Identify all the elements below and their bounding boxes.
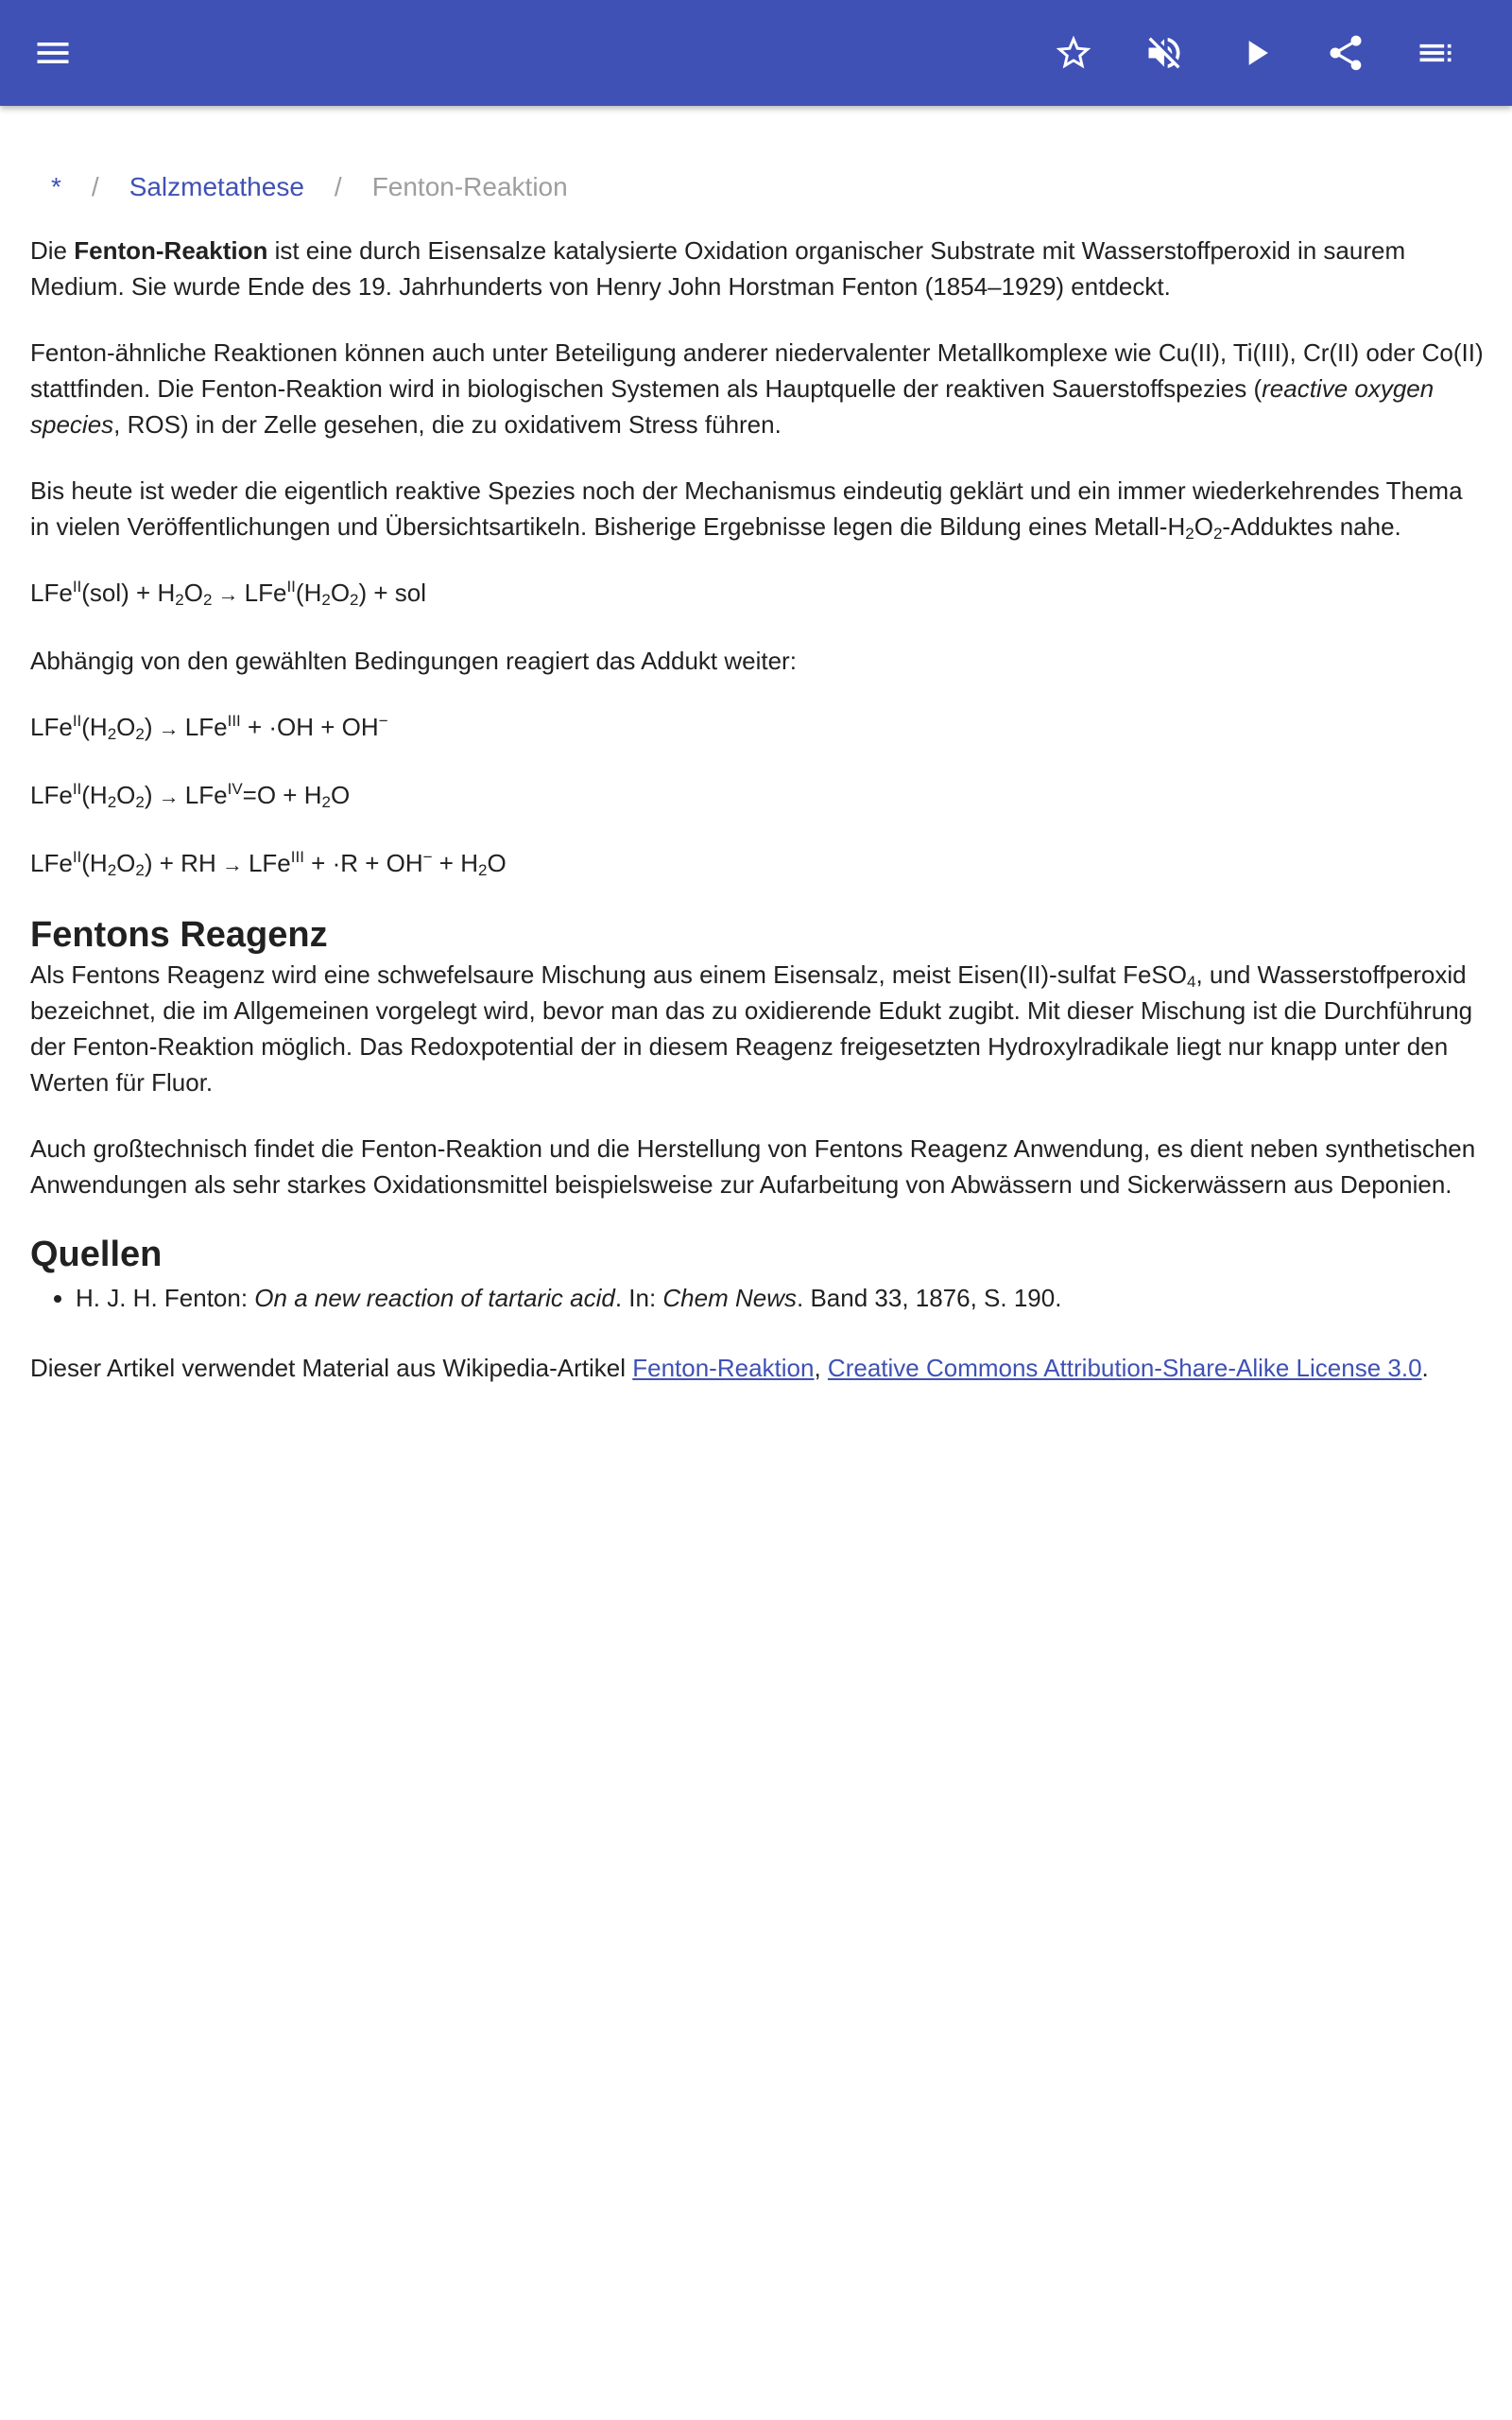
section-heading-fentons-reagenz: Fentons Reagenz [30,915,328,955]
menu-button[interactable] [26,26,80,80]
subscript: 2 [175,591,184,609]
superscript: III [227,712,241,730]
superscript: II [72,848,82,866]
text: LFe [30,713,73,741]
subscript: 2 [321,591,331,609]
favorite-button[interactable] [1046,26,1101,80]
text: ) + sol [358,579,427,607]
text: O [183,579,203,607]
text: O [116,713,136,741]
text: ist eine durch Eisensalze katalysierte Oxidation organischer Substrate mit Wasserstoffperoxid in saurem Medium. Sie wurde Ende des 19. Jahrhunderts von Henry John Horstman Fenton (1854–1929) entdeckt. [30,236,1406,301]
wikipedia-article-link[interactable]: Fenton-Reaktion [632,1354,815,1382]
subscript: 2 [107,861,117,879]
reaction-arrow: → [212,582,245,606]
text: (H [295,579,322,607]
text: H. J. H. Fenton: [76,1284,255,1312]
text: . [1421,1354,1429,1382]
superscript: II [72,712,82,730]
superscript: II [286,578,296,596]
term-italic: reactive oxygen species [30,374,1435,439]
table-of-contents-button[interactable] [1408,26,1463,80]
breadcrumb-separator: / [334,172,342,201]
text: (sol) + H [81,579,176,607]
menu-icon [32,32,74,74]
text: (H [81,781,108,809]
mute-button[interactable] [1137,26,1192,80]
text: . Band 33, 1876, S. 190. [797,1284,1062,1312]
app-bar [0,0,1512,106]
subscript: 2 [107,793,117,811]
subscript: 2 [202,591,213,609]
text: Die [30,236,75,265]
play-icon [1235,32,1277,74]
text: O [116,849,136,877]
subscript: 2 [135,793,145,811]
list-icon [1415,32,1456,74]
breadcrumb-current: Fenton-Reaktion [371,172,568,201]
volume-off-icon [1143,32,1185,74]
equation-1 [30,575,1486,613]
text: =O + H [242,781,322,809]
superscript: II [72,780,82,798]
text: O [330,781,351,809]
section-heading-quellen: Quellen [30,1235,163,1274]
intro-paragraph [30,233,1486,304]
text: LFe [30,579,73,607]
superscript: − [378,712,388,730]
play-button[interactable] [1228,26,1283,80]
star-outline-icon [1053,32,1094,74]
breadcrumb-parent-link[interactable]: Salzmetathese [129,172,304,201]
reaction-arrow: → [152,717,185,740]
text: ) [144,781,153,809]
breadcrumb-separator: / [91,172,99,201]
article-content [30,106,1486,1416]
subscript: 2 [135,861,145,879]
sources-list [30,1280,1486,1316]
text: , ROS) in der Zelle gesehen, die zu oxidativem Stress führen. [113,410,782,439]
text: Dieser Artikel verwendet Material aus Wikipedia-Artikel [30,1354,633,1382]
text: (H [81,849,108,877]
text: Als Fentons Reagenz wird eine schwefelsaure Mischung aus einem Eisensalz, meist Eisen(II)-sulfat FeSO [30,960,1187,989]
text: LFe [184,781,228,809]
share-button[interactable] [1318,26,1373,80]
reaction-arrow: → [152,785,185,808]
text: , [814,1354,828,1382]
text: Bis heute ist weder die eigentlich reaktive Spezies noch der Mechanismus eindeutig geklärt und ein immer wiederkehrendes Thema in vielen Veröffentlichungen und Übersichtsartikeln. Bisherige Ergebnisse legen die Bildung eines Metall-H [30,476,1463,541]
subscript: 4 [1186,973,1196,991]
text: . In: [614,1284,663,1312]
text: LFe [30,849,73,877]
list-item [76,1280,1486,1316]
subscript: 2 [107,725,117,743]
paragraph-reagenz [30,957,1486,1100]
source-journal: Chem News [662,1284,797,1312]
superscript: III [290,848,304,866]
text: ) + RH [144,849,216,877]
paragraph-conditions: Abhängig von den gewählten Bedingungen reagiert das Addukt weiter: [30,647,797,675]
term-bold: Fenton-Reaktion [74,236,268,265]
superscript: − [422,848,433,866]
text: LFe [30,781,73,809]
superscript: II [72,578,82,596]
equation-3 [30,777,1486,815]
source-title: On a new reaction of tartaric acid [254,1284,615,1312]
text: + H [432,849,478,877]
text: , und Wasserstoffperoxid bezeichnet, die im Allgemeinen vorgelegt wird, bevor man das zu oxidierende Edukt zugibt. Mit dieser Mischung ist die Durchführung der Fenton-Reaktion möglich. Das Redoxpotential der in diesem Reagenz freigesetzten Hydroxylradikale liegt nur knapp unter den Werten für Fluor. [30,960,1473,1097]
text: -Adduktes nahe. [1222,512,1401,541]
paragraph-mechanism [30,473,1486,544]
reaction-arrow: → [215,853,249,876]
text: O [1194,512,1213,541]
text: ) [144,713,153,741]
equation-4 [30,845,1486,883]
license-link[interactable]: Creative Commons Attribution-Share-Alike License 3.0 [827,1354,1422,1382]
subscript: 2 [1212,525,1223,543]
attribution-footer [30,1350,1486,1386]
share-icon [1325,32,1366,74]
paragraph-industrial: Auch großtechnisch findet die Fenton-Reaktion und die Herstellung von Fentons Reagenz Anwendung, es dient neben synthetischen Anwendungen als sehr starkes Oxidationsmittel beispielsweise zur Aufarbeitung von Abwässern und Sickerwässern aus Deponien. [30,1134,1476,1199]
subscript: 2 [478,861,488,879]
text: + ·OH + OH [240,713,379,741]
superscript: IV [227,780,243,798]
text: (H [81,713,108,741]
text: LFe [248,849,291,877]
text: O [116,781,136,809]
subscript: 2 [321,793,331,811]
equation-2 [30,709,1486,747]
subscript: 2 [1185,525,1194,543]
paragraph-metal-complexes [30,335,1486,442]
breadcrumb [30,168,1486,206]
breadcrumb-home-link[interactable]: * [51,172,61,201]
text: + ·R + OH [303,849,423,877]
subscript: 2 [135,725,145,743]
text: LFe [244,579,287,607]
text: O [487,849,507,877]
text: O [330,579,351,607]
text: Fenton-ähnliche Reaktionen können auch unter Beteiligung anderer niedervalenter Metallkomplexe wie Cu(II), Ti(III), Cr(II) oder Co(II) stattfinden. Die Fenton-Reaktion wird in biologischen Systemen als Hauptquelle der reaktiven Sauerstoffspezies ( [30,338,1484,403]
subscript: 2 [350,591,359,609]
text: LFe [184,713,228,741]
